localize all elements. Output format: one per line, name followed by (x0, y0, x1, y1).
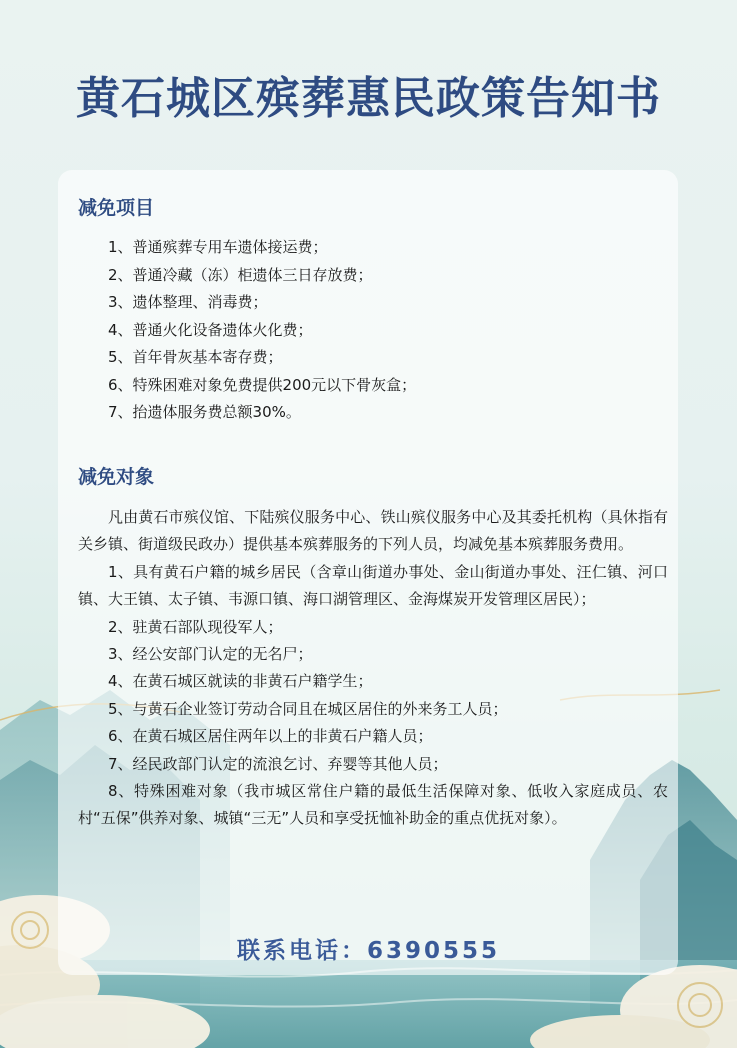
exemption-items-list (78, 234, 668, 427)
list-item: 3、遗体整理、消毒费； (108, 293, 268, 311)
list-item: 5、与黄石企业签订劳动合同且在城区居住的外来务工人员； (108, 699, 508, 718)
list-item: 4、在黄石城区就读的非黄石户籍学生； (108, 672, 373, 691)
list-item: 5、首年骨灰基本寄存费； (108, 348, 283, 366)
list-item: 8、特殊困难对象（我市城区常住户籍的最低生活保障对象、低收入家庭成员、农村“五保”供养对象、城镇“三无”人员和享受抚恤补助金的重点优抚对象）。 (78, 782, 668, 828)
list-item: 4、普通火化设备遗体火化费； (108, 320, 313, 339)
section-heading-exemption-items: 减免项目 (78, 197, 155, 219)
list-item: 7、抬遗体服务费总额30%。 (108, 403, 301, 421)
list-item: 1、具有黄石户籍的城乡居民（含章山街道办事处、金山街道办事处、汪仁镇、河口镇、大王镇、太子镇、韦源口镇、海口湖管理区、金海煤炭开发管理区居民）； (78, 562, 668, 609)
list-item: 6、特殊困难对象免费提供200元以下骨灰盒； (108, 375, 417, 394)
page-title: 黄石城区殡葬惠民政策告知书 (76, 73, 661, 124)
eligible-persons-content (78, 504, 668, 833)
contact-phone: 联系电话：6390555 (236, 938, 501, 964)
list-item: 3、经公安部门认定的无名尸； (108, 645, 313, 664)
intro-paragraph: 凡由黄石市殡仪馆、下陆殡仪服务中心、铁山殡仪服务中心及其委托机构（具休指有关乡镇、街道级民政办）提供基本殡葬服务的下列人员，均减免基本殡葬服务费用。 (78, 508, 668, 554)
list-item: 2、普通冷藏（冻）柜遗体三日存放费； (108, 265, 373, 284)
list-item: 6、在黄石城区居住两年以上的非黄石户籍人员； (108, 727, 433, 746)
list-item: 1、普通殡葬专用车遗体接运费； (108, 238, 328, 256)
list-item: 7、经民政部门认定的流浪乞讨、弃婴等其他人员； (108, 754, 448, 773)
list-item: 2、驻黄石部队现役军人； (108, 617, 283, 636)
section-heading-eligible-persons: 减免对象 (78, 466, 155, 488)
